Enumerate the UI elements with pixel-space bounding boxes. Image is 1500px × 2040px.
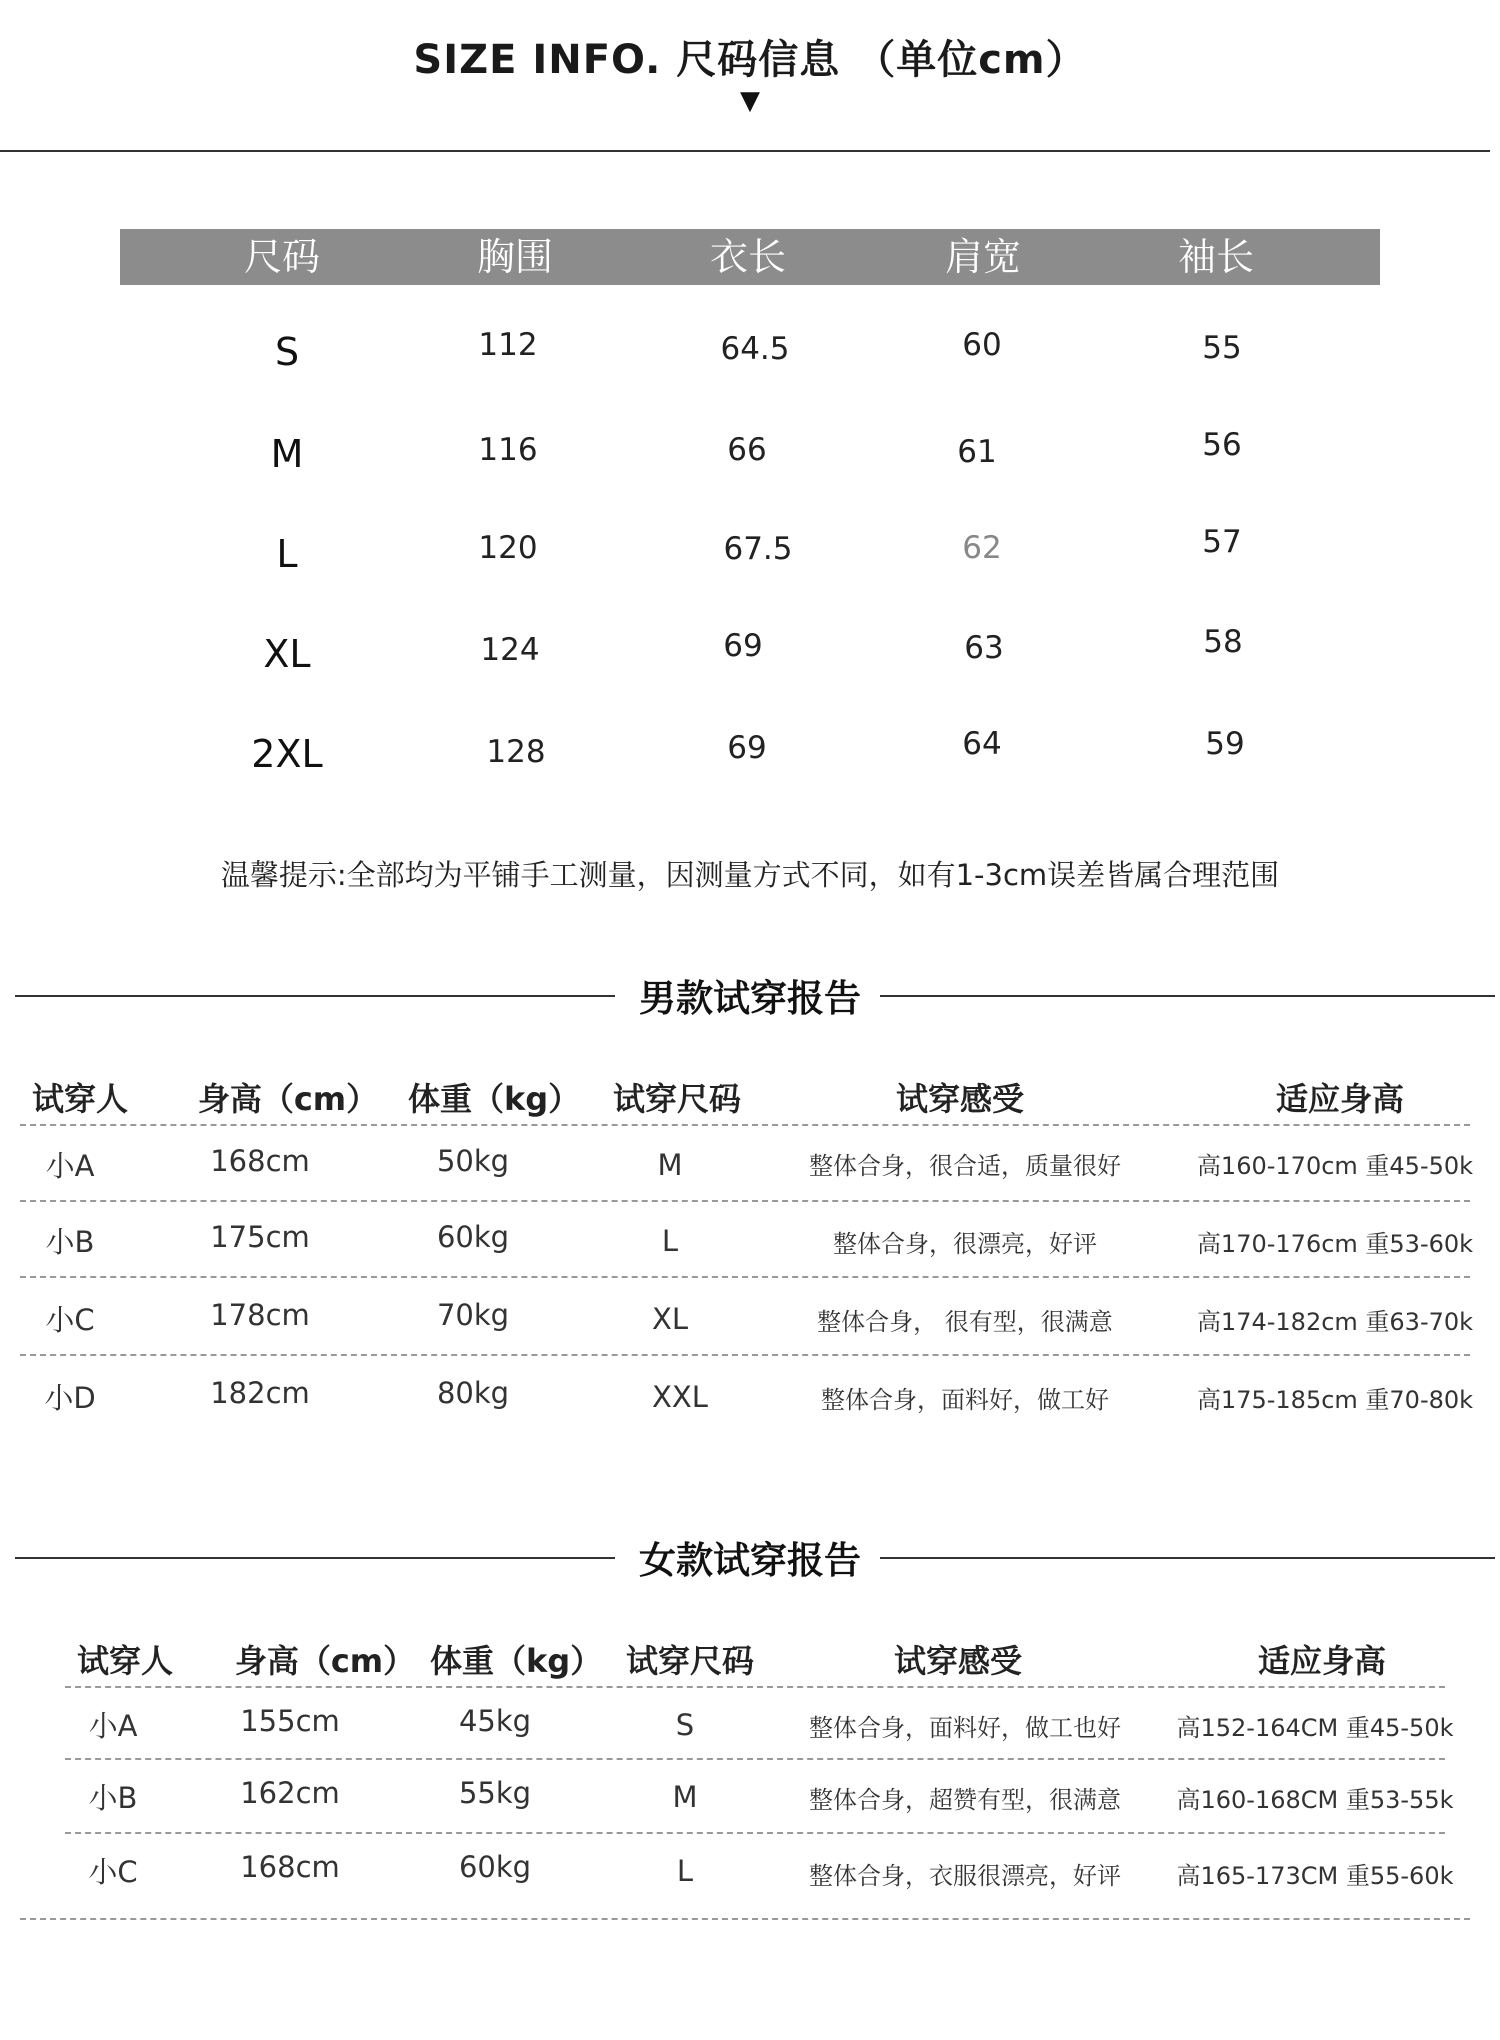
- female-cell: 高152-164CM 重45-50k: [1176, 1714, 1454, 1742]
- size-cell: 60: [962, 327, 1002, 363]
- female-cell: 高160-168CM 重53-55k: [1176, 1786, 1454, 1814]
- male-cell: 70kg: [436, 1298, 510, 1332]
- male-cell: 小B: [45, 1225, 95, 1259]
- size-cell: 69: [723, 628, 763, 664]
- male-cell: 高175-185cm 重70-80k: [1196, 1386, 1474, 1414]
- female-cell: 小B: [88, 1781, 138, 1815]
- size-row-label: M: [270, 432, 304, 476]
- size-cell: 66: [727, 432, 767, 468]
- female-cell: 小A: [88, 1709, 138, 1743]
- male-cell: 整体合身， 很有型，很满意: [817, 1308, 1113, 1336]
- male-cell: M: [657, 1148, 683, 1182]
- size-cell: 120: [478, 530, 538, 566]
- male-cell: 高160-170cm 重45-50k: [1196, 1152, 1474, 1180]
- size-cell: 62: [962, 530, 1002, 566]
- size-cell: 55: [1202, 330, 1242, 366]
- row-divider: [65, 1832, 1445, 1834]
- section-line-left: [15, 995, 615, 997]
- male-th-feeling: 试穿感受: [895, 1080, 1024, 1118]
- female-cell: 168cm: [240, 1850, 340, 1884]
- female-cell: M: [672, 1780, 698, 1814]
- male-cell: XXL: [652, 1380, 708, 1414]
- female-cell: 60kg: [458, 1850, 532, 1884]
- male-cell: 高174-182cm 重63-70k: [1196, 1308, 1474, 1336]
- size-cell: 67.5: [723, 531, 793, 567]
- measurement-note: 温馨提示:全部均为平铺手工测量，因测量方式不同，如有1-3cm误差皆属合理范围: [220, 858, 1280, 892]
- male-cell: 60kg: [436, 1220, 510, 1254]
- size-cell: 124: [480, 632, 540, 668]
- row-divider: [65, 1686, 1445, 1688]
- male-cell: 182cm: [210, 1376, 310, 1410]
- size-cell: 116: [478, 432, 538, 468]
- size-cell: 128: [486, 734, 546, 770]
- female-cell: L: [676, 1854, 694, 1888]
- male-th-person: 试穿人: [31, 1080, 128, 1118]
- row-divider: [20, 1354, 1470, 1356]
- size-cell: 64.5: [720, 331, 790, 367]
- size-cell: 56: [1202, 427, 1242, 463]
- female-cell: 45kg: [458, 1704, 532, 1738]
- female-cell: 整体合身，面料好，做工也好: [809, 1714, 1121, 1742]
- page-title: SIZE INFO. 尺码信息 （单位cm）: [413, 37, 1087, 83]
- size-row-label: L: [276, 532, 298, 576]
- male-cell: L: [661, 1224, 679, 1258]
- male-cell: 175cm: [210, 1220, 310, 1254]
- row-divider: [20, 1918, 1470, 1920]
- female-cell: 整体合身，衣服很漂亮，好评: [809, 1862, 1121, 1890]
- male-cell: 高170-176cm 重53-60k: [1196, 1230, 1474, 1258]
- male-cell: 小A: [45, 1149, 95, 1183]
- male-th-size: 试穿尺码: [612, 1080, 741, 1118]
- section-line-right: [880, 1557, 1495, 1559]
- row-divider: [20, 1276, 1470, 1278]
- female-th-feeling: 试穿感受: [893, 1642, 1022, 1680]
- size-header-shoulder: 肩宽: [944, 235, 1021, 279]
- female-cell: 162cm: [240, 1776, 340, 1810]
- size-cell: 63: [964, 630, 1004, 666]
- section-line-left: [15, 1557, 615, 1559]
- size-row-label: S: [274, 330, 300, 374]
- size-header-length: 衣长: [709, 235, 786, 279]
- male-cell: 整体合身，很漂亮，好评: [833, 1230, 1097, 1258]
- down-arrow-icon: ▼: [740, 86, 760, 116]
- size-header-chest: 胸围: [476, 235, 553, 279]
- male-report-title: 男款试穿报告: [639, 977, 861, 1020]
- size-row-label: XL: [263, 632, 311, 676]
- size-cell: 57: [1202, 524, 1242, 560]
- size-cell: 58: [1203, 624, 1243, 660]
- female-th-weight: 体重（kg）: [430, 1642, 603, 1680]
- section-line-right: [880, 995, 1495, 997]
- male-th-fit: 适应身高: [1275, 1080, 1404, 1118]
- header-divider: [0, 150, 1490, 152]
- row-divider: [20, 1200, 1470, 1202]
- male-cell: 小C: [45, 1303, 95, 1337]
- female-th-fit: 适应身高: [1257, 1642, 1386, 1680]
- male-cell: 小D: [44, 1381, 96, 1415]
- size-row-label: 2XL: [251, 732, 323, 776]
- male-cell: XL: [651, 1302, 689, 1336]
- size-cell: 61: [957, 434, 997, 470]
- female-cell: S: [675, 1708, 695, 1742]
- size-cell: 59: [1205, 726, 1245, 762]
- female-cell: 155cm: [240, 1704, 340, 1738]
- female-th-height: 身高（cm）: [234, 1642, 416, 1680]
- female-cell: 小C: [88, 1855, 138, 1889]
- size-cell: 64: [962, 726, 1002, 762]
- male-cell: 168cm: [210, 1144, 310, 1178]
- female-cell: 整体合身，超赞有型，很满意: [809, 1786, 1121, 1814]
- female-cell: 55kg: [458, 1776, 532, 1810]
- male-th-height: 身高（cm）: [197, 1080, 379, 1118]
- male-cell: 整体合身，面料好，做工好: [821, 1386, 1109, 1414]
- size-header-size: 尺码: [243, 235, 320, 279]
- male-cell: 50kg: [436, 1144, 510, 1178]
- row-divider: [65, 1758, 1445, 1760]
- row-divider: [20, 1124, 1470, 1126]
- female-cell: 高165-173CM 重55-60k: [1176, 1862, 1454, 1890]
- male-cell: 整体合身，很合适，质量很好: [809, 1152, 1121, 1180]
- female-th-size: 试穿尺码: [625, 1642, 754, 1680]
- male-th-weight: 体重（kg）: [408, 1080, 581, 1118]
- size-cell: 69: [727, 730, 767, 766]
- male-cell: 178cm: [210, 1298, 310, 1332]
- size-cell: 112: [478, 327, 538, 363]
- male-cell: 80kg: [436, 1376, 510, 1410]
- size-header-sleeve: 袖长: [1177, 235, 1254, 279]
- female-th-person: 试穿人: [76, 1642, 173, 1680]
- female-report-title: 女款试穿报告: [639, 1539, 861, 1582]
